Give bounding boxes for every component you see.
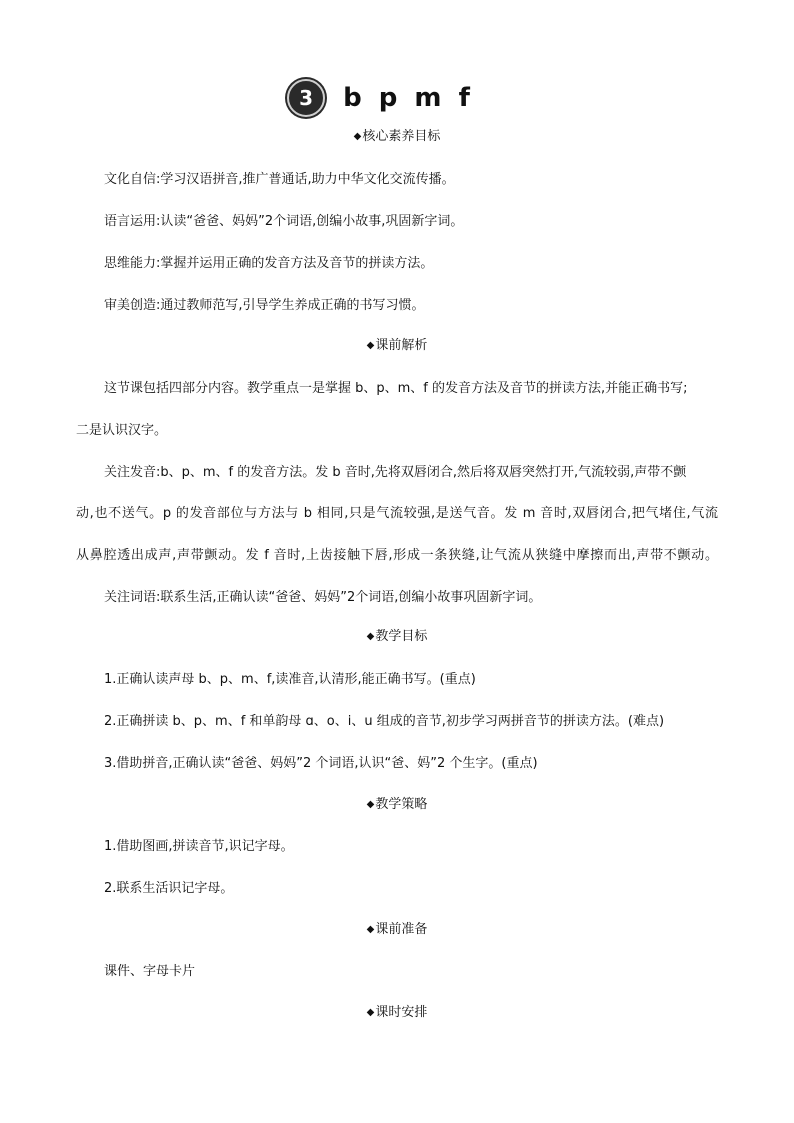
- diamond-bullet-icon: ◆: [366, 340, 375, 351]
- section-heading-analysis: ◆课前解析: [366, 338, 428, 353]
- analysis-paragraph-line: 关注发音:b、p、m、f 的发音方法。发 b 音时,先将双唇闭合,然后将双唇突然打开,气流较弱,声带不颤: [104, 465, 687, 480]
- strategy-item: 2.联系生活识记字母。: [104, 881, 234, 896]
- analysis-paragraph-line: 关注词语:联系生活,正确认读“爸爸、妈妈”2个词语,创编小故事巩固新字词。: [104, 590, 542, 605]
- diamond-bullet-icon: ◆: [353, 131, 362, 142]
- analysis-paragraph-line: 从鼻腔透出成声,声带颤动。发 f 音时,上齿接触下唇,形成一条狭缝,让气流从狭缝中摩擦而出,声带不颤动。: [76, 548, 718, 563]
- diamond-bullet-icon: ◆: [366, 631, 375, 642]
- strategy-item: 1.借助图画,拼读音节,识记字母。: [104, 839, 294, 854]
- analysis-paragraph-line: 动,也不送气。p 的发音部位与方法与 b 相同,只是气流较强,是送气音。发 m 音时,双唇闭合,把气堵住,气流: [76, 506, 718, 521]
- section-heading-goals: ◆核心素养目标: [353, 129, 441, 144]
- diamond-bullet-icon: ◆: [366, 799, 375, 810]
- lesson-number-badge: 3: [287, 79, 325, 117]
- section-heading-prep: ◆课前准备: [366, 922, 428, 937]
- lesson-title: b p m f: [343, 83, 473, 113]
- lesson-header: [0, 80, 794, 116]
- objective-item: 1.正确认读声母 b、p、m、f,读准音,认清形,能正确书写。(重点): [104, 672, 476, 687]
- analysis-paragraph-line: 二是认识汉字。: [76, 423, 168, 438]
- section-heading-schedule: ◆课时安排: [366, 1005, 428, 1020]
- section-heading-strategy: ◆教学策略: [366, 797, 428, 812]
- prep-text: 课件、字母卡片: [104, 964, 196, 979]
- objective-item: 3.借助拼音,正确认读“爸爸、妈妈”2 个词语,认识“爸、妈”2 个生字。(重点): [104, 756, 538, 771]
- goal-item: 审美创造:通过教师范写,引导学生养成正确的书写习惯。: [104, 298, 425, 313]
- goal-item: 文化自信:学习汉语拼音,推广普通话,助力中华文化交流传播。: [104, 172, 455, 187]
- diamond-bullet-icon: ◆: [366, 1007, 375, 1018]
- section-heading-objectives: ◆教学目标: [366, 629, 428, 644]
- analysis-paragraph-line: 这节课包括四部分内容。教学重点一是掌握 b、p、m、f 的发音方法及音节的拼读方法,并能正确书写;: [104, 381, 688, 396]
- objective-item: 2.正确拼读 b、p、m、f 和单韵母 ɑ、o、i、u 组成的音节,初步学习两拼音节的拼读方法。(难点): [104, 714, 665, 729]
- diamond-bullet-icon: ◆: [366, 924, 375, 935]
- goal-item: 语言运用:认读“爸爸、妈妈”2个词语,创编小故事,巩固新字词。: [104, 214, 464, 229]
- goal-item: 思维能力:掌握并运用正确的发音方法及音节的拼读方法。: [104, 256, 434, 271]
